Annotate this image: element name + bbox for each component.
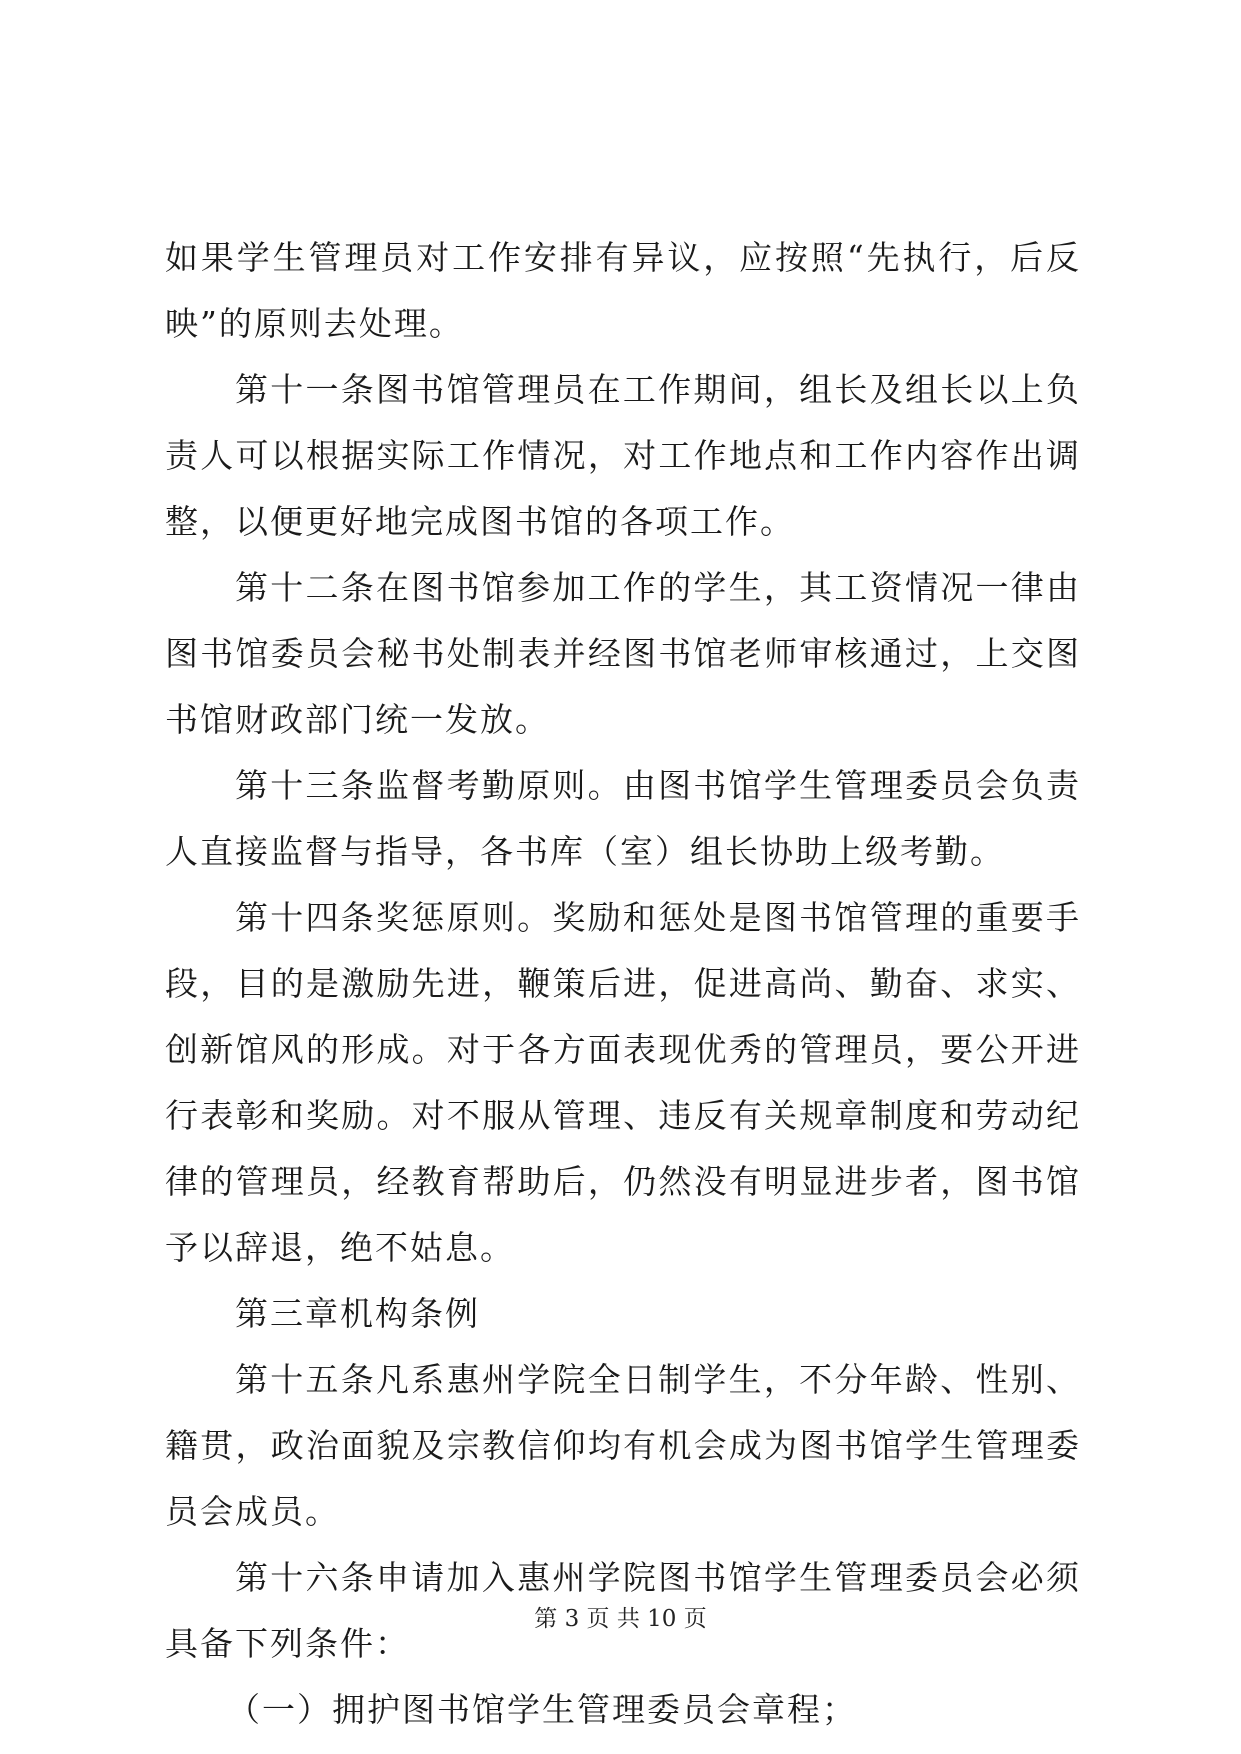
paragraph-article-16: 第十六条申请加入惠州学院图书馆学生管理委员会必须具备下列条件：: [165, 1558, 1081, 1663]
page-footer: 第 3 页 共 10 页: [534, 1606, 707, 1632]
list-item: （一）拥护图书馆学生管理委员会章程；: [227, 1690, 857, 1729]
paragraph-article-13: 第十三条监督考勤原则。由图书馆学生管理委员会负责人直接监督与指导，各书库（室）组长协助上级考勤。: [165, 766, 1081, 871]
paragraph-article-15: 第十五条凡系惠州学院全日制学生，不分年龄、性别、籍贯，政治面貌及宗教信仰均有机会成为图书馆学生管理委员会成员。: [165, 1360, 1081, 1531]
paragraph-continuation: 如果学生管理员对工作安排有异议，应按照“先执行，后反映”的原则去处理。: [165, 238, 1081, 343]
paragraph-article-14: 第十四条奖惩原则。奖励和惩处是图书馆管理的重要手段，目的是激励先进，鞭策后进，促进高尚、勤奋、求实、创新馆风的形成。对于各方面表现优秀的管理员，要公开进行表彰和奖励。对不服从管理、违反有关规章制度和劳动纪律的管理员，经教育帮助后，仍然没有明显进步者，图书馆予以辞退，绝不姑息。: [165, 898, 1081, 1267]
chapter-heading: 第三章机构条例: [235, 1294, 480, 1333]
paragraph-article-11: 第十一条图书馆管理员在工作期间，组长及组长以上负责人可以根据实际工作情况，对工作地点和工作内容作出调整，以便更好地完成图书馆的各项工作。: [165, 370, 1081, 541]
paragraph-article-12: 第十二条在图书馆参加工作的学生，其工资情况一律由图书馆委员会秘书处制表并经图书馆老师审核通过，上交图书馆财政部门统一发放。: [165, 568, 1081, 739]
document-body: [165, 225, 1081, 1743]
